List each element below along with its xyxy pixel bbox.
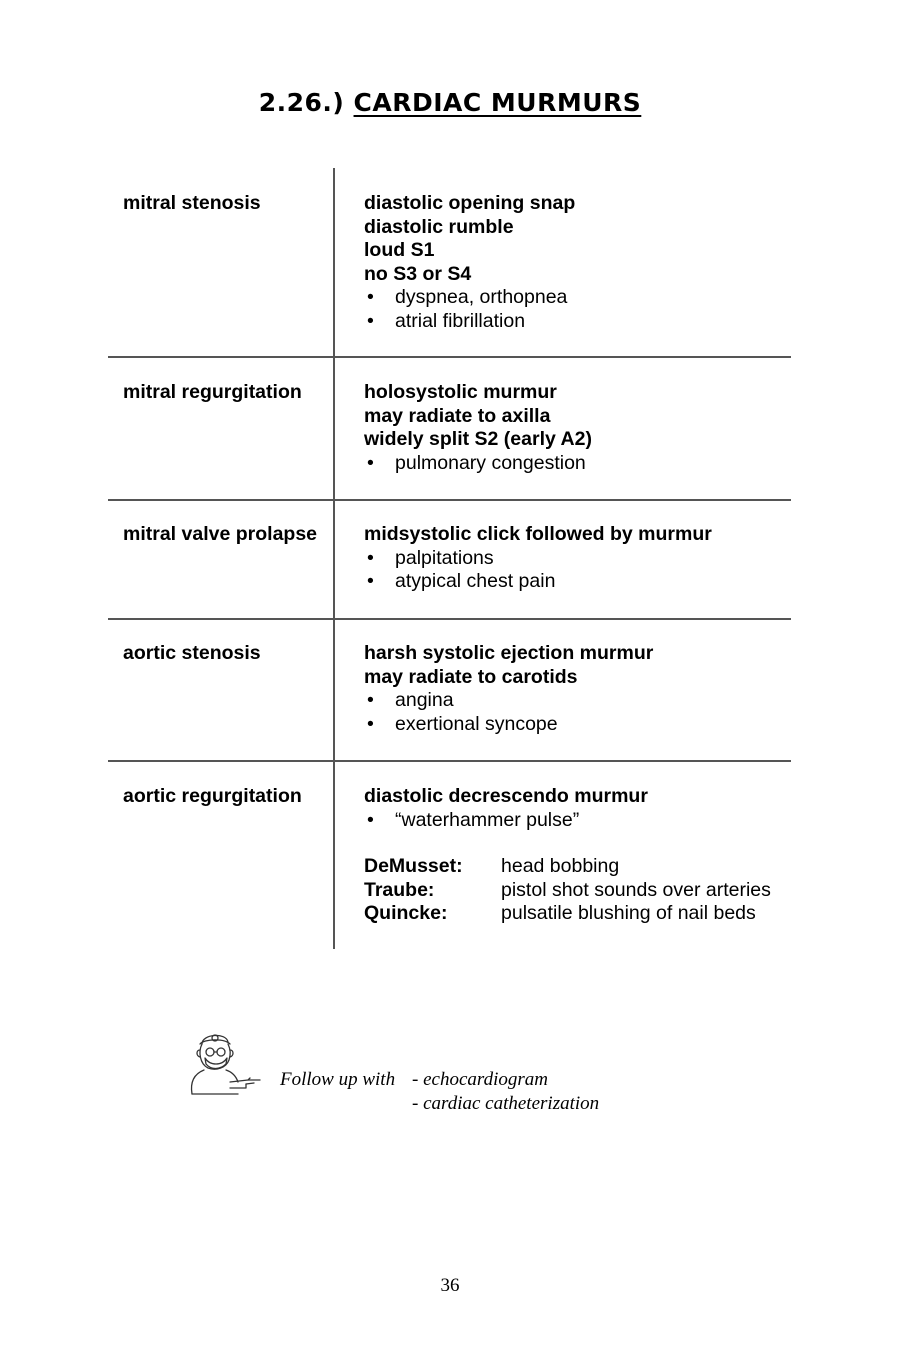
bullet-item <box>364 570 784 594</box>
sign-row <box>364 902 784 926</box>
bullet-icon: • <box>367 546 374 569</box>
condition-mitral-stenosis: mitral stenosis <box>123 192 261 214</box>
finding: may radiate to carotids <box>364 665 578 688</box>
sign-name: Quincke: <box>364 902 448 924</box>
bullet-text: atypical chest pain <box>395 570 556 592</box>
finding: diastolic opening snap <box>364 192 576 214</box>
page-title <box>0 88 900 117</box>
sign-name: Traube: <box>364 878 435 901</box>
sign-row <box>364 879 784 903</box>
follow-up-item: - echocardiogram <box>412 1069 548 1090</box>
sign-description: pistol shot sounds over arteries <box>501 878 771 901</box>
bullet-item <box>364 547 784 571</box>
page-number: 36 <box>440 1275 460 1296</box>
condition-mitral-valve-prolapse: mitral valve prolapse <box>123 523 318 545</box>
bullet-text: exertional syncope <box>395 712 558 735</box>
bullet-icon: • <box>367 309 374 332</box>
finding: holosystolic murmur <box>364 381 557 403</box>
condition-aortic-regurgitation: aortic regurgitation <box>123 785 302 807</box>
description-aortic-regurgitation <box>364 785 784 926</box>
bullet-item <box>364 689 784 713</box>
description-mitral-regurgitation <box>364 381 784 475</box>
sign-name: DeMusset: <box>364 855 463 877</box>
bullet-icon: • <box>367 712 374 735</box>
description-mitral-valve-prolapse <box>364 523 784 594</box>
bullet-text: dyspnea, orthopnea <box>395 286 568 308</box>
bullet-item <box>364 809 784 833</box>
bullet-icon: • <box>367 570 374 592</box>
follow-up-item: - cardiac catheterization <box>412 1093 600 1114</box>
bullet-item <box>364 286 784 310</box>
section-number: 2.26.) <box>258 88 345 117</box>
finding: diastolic rumble <box>364 215 514 238</box>
finding: diastolic decrescendo murmur <box>364 785 648 807</box>
pointing-doctor-icon <box>186 1030 262 1096</box>
bullet-icon: • <box>367 451 374 474</box>
finding: widely split S2 (early A2) <box>364 428 592 450</box>
bullet-item <box>364 310 784 334</box>
bullet-text: “waterhammer pulse” <box>395 808 580 831</box>
bullet-text: palpitations <box>395 546 494 569</box>
finding: midsystolic click followed by murmur <box>364 523 712 545</box>
follow-up-row <box>280 1068 599 1092</box>
bullet-text: angina <box>395 689 454 711</box>
description-aortic-stenosis <box>364 642 784 736</box>
bullet-item <box>364 713 784 737</box>
condition-mitral-regurgitation: mitral regurgitation <box>123 381 302 403</box>
bullet-icon: • <box>367 808 374 831</box>
follow-up-note <box>280 1068 599 1116</box>
bullet-icon: • <box>367 689 374 711</box>
clinical-signs-list <box>364 855 784 926</box>
sign-row <box>364 855 784 879</box>
row-divider <box>108 618 791 620</box>
bullet-item <box>364 452 784 476</box>
follow-up-label: Follow up with <box>280 1069 396 1090</box>
section-topic: CARDIAC MURMURS <box>353 88 642 117</box>
finding: harsh systolic ejection murmur <box>364 642 654 664</box>
row-divider <box>108 760 791 762</box>
bullet-text: atrial fibrillation <box>395 309 526 332</box>
bullet-text: pulmonary congestion <box>395 451 586 474</box>
finding: no S3 or S4 <box>364 262 472 285</box>
sign-description: pulsatile blushing of nail beds <box>501 902 756 924</box>
row-divider <box>108 499 791 501</box>
column-divider <box>333 168 335 949</box>
follow-up-row <box>280 1092 599 1116</box>
description-mitral-stenosis <box>364 192 784 333</box>
finding: may radiate to axilla <box>364 404 551 427</box>
sign-description: head bobbing <box>501 855 620 877</box>
finding: loud S1 <box>364 239 435 261</box>
condition-aortic-stenosis: aortic stenosis <box>123 642 261 664</box>
row-divider <box>108 356 791 358</box>
bullet-icon: • <box>367 286 374 308</box>
